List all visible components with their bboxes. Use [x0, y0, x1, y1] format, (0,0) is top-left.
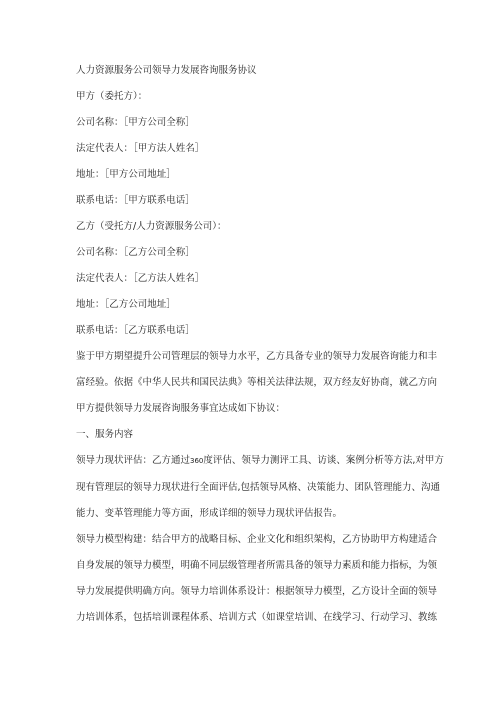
party-b-heading: 乙方（受托方/人力资源服务公司）： — [76, 221, 227, 232]
model-paragraph — [76, 533, 436, 624]
party-b-legal-rep: 法定代表人：［乙方法人姓名］ — [76, 273, 205, 284]
party-a-phone: 联系电话：［甲方联系电话］ — [76, 195, 195, 206]
model-line: 自身发展的领导力模型，明确不同层级管理者所需具备的领导力素质和能力指标，为领 — [76, 560, 438, 571]
model-line: 导力发展提供明确方向。领导力培训体系设计：根据领导力模型，乙方设计全面的领导 — [76, 586, 438, 597]
preamble-paragraph — [76, 350, 436, 415]
party-a-legal-rep: 法定代表人：［甲方法人姓名］ — [76, 143, 205, 154]
preamble-line: 鉴于甲方期望提升公司管理层的领导力水平，乙方具备专业的领导力发展咨询能力和丰 — [76, 351, 438, 362]
document-title: 人力资源服务公司领导力发展咨询服务协议 — [76, 65, 257, 76]
preamble-line: 甲方提供领导力发展咨询服务事宜达成如下协议： — [76, 403, 286, 414]
preamble-line: 富经验。依据《中华人民共和国民法典》等相关法律法规，双方经友好协商，就乙方向 — [76, 377, 438, 388]
assessment-paragraph — [76, 454, 444, 520]
assessment-number: 360 — [190, 457, 204, 465]
model-line: 领导力模型构建：结合甲方的战略目标、企业文化和组织架构，乙方协助甲方构建适合 — [76, 534, 438, 545]
party-b-address: 地址：［乙方公司地址］ — [76, 299, 176, 310]
assessment-text-pre: 领导力现状评估：乙方通过 — [76, 455, 191, 466]
party-a-company-name: 公司名称：［甲方公司全称］ — [76, 117, 195, 128]
party-b-phone: 联系电话：［乙方联系电话］ — [76, 325, 195, 336]
agreement-body — [76, 64, 444, 637]
assessment-line: 现有管理层的领导力现状进行全面评估,包括领导风格、决策能力、团队管理能力、沟通 — [76, 482, 441, 493]
party-a-address: 地址：［甲方公司地址］ — [76, 169, 176, 180]
assessment-line: 能力、变革管理能力等方面，形成详细的领导力现状评估报告。 — [76, 508, 343, 519]
assessment-text-post: 度评估、领导力测评工具、访谈、案例分析等方法,对甲方 — [203, 455, 444, 466]
party-a-heading: 甲方（委托方）： — [76, 91, 148, 102]
section-heading-service-content: 一、服务内容 — [76, 429, 134, 440]
assessment-line — [76, 454, 444, 468]
party-b-company-name: 公司名称：［乙方公司全称］ — [76, 247, 195, 258]
model-line: 力培训体系，包括培训课程体系、培训方式（如课堂培训、在线学习、行动学习、教练 — [76, 612, 438, 623]
